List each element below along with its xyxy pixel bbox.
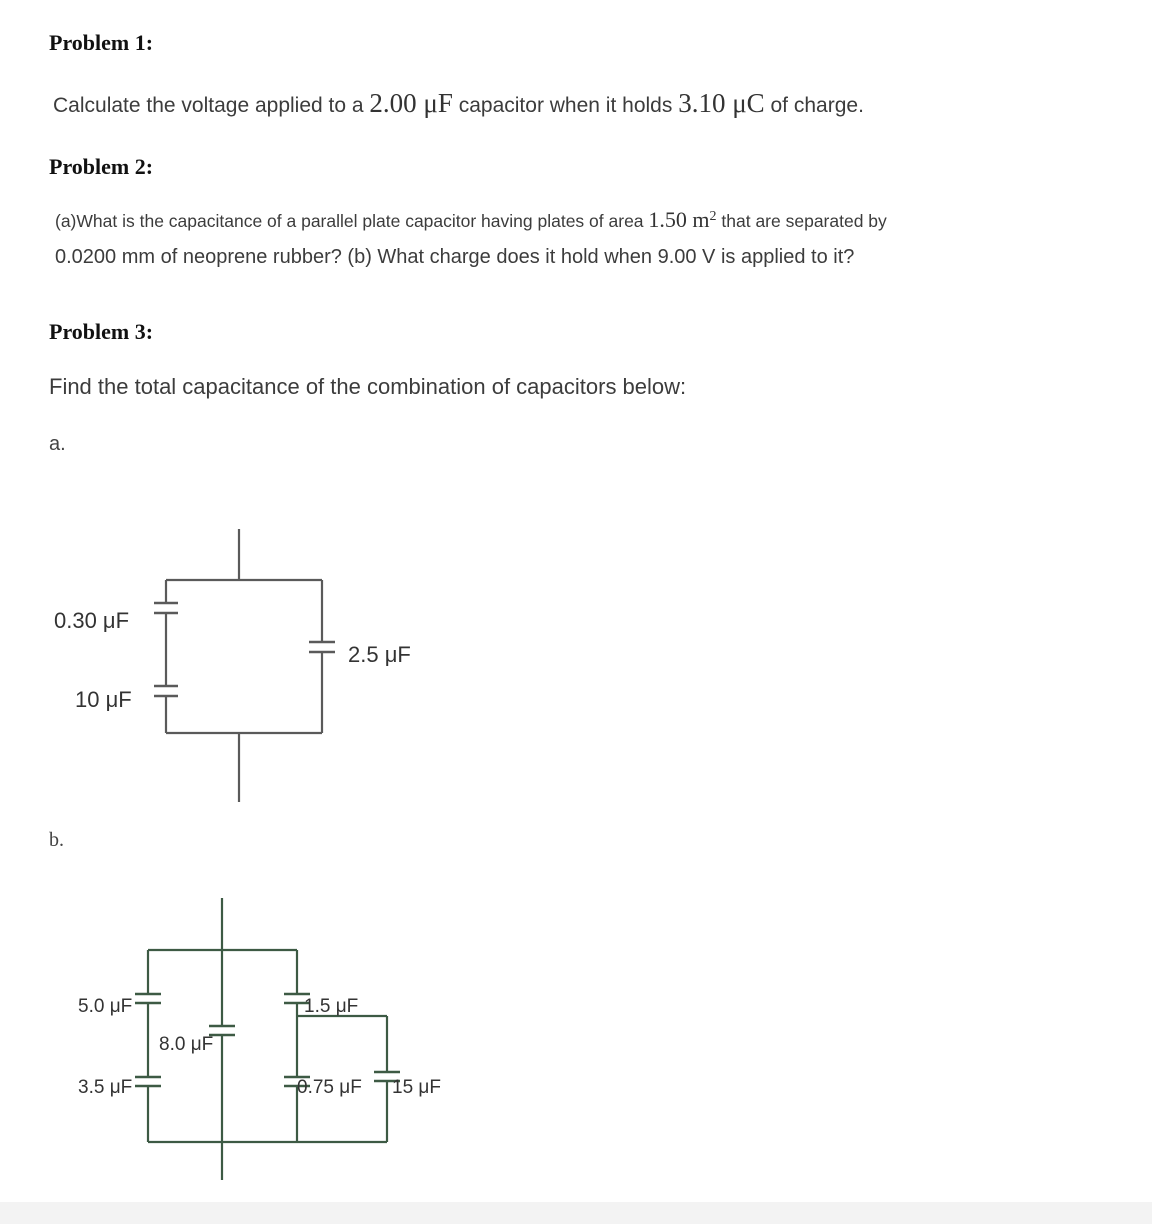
problem-1-charge-unit: μC (732, 88, 765, 118)
problem-3-intro: Find the total capacitance of the combination of capacitors below: (49, 374, 687, 399)
capacitor-label: 8.0 μF (159, 1034, 214, 1055)
circuit-a (154, 529, 335, 802)
capacitor-label: 5.0 μF (78, 996, 133, 1017)
capacitor-label: 0.30 μF (54, 608, 130, 633)
problem-2-text-part: (a)What is the capacitance of a parallel plate capacitor having plates of area (55, 211, 649, 231)
capacitor-label: 15 μF (392, 1077, 441, 1098)
problem-3-heading: Problem 3: (49, 319, 154, 344)
capacitor-label: 3.5 μF (78, 1077, 133, 1098)
part-b-label: b. (49, 829, 64, 851)
part-a-label: a. (49, 433, 66, 455)
problem-1-charge: 3.10 (678, 88, 733, 118)
problem-1-heading: Problem 1: (49, 30, 154, 55)
problem-2-area: 1.50 m (648, 207, 710, 232)
capacitor-label: 10 μF (75, 687, 132, 712)
capacitor-label: 2.5 μF (348, 642, 411, 667)
problem-2-heading: Problem 2: (49, 154, 154, 179)
problem-2-text-part: that are separated by (716, 211, 887, 231)
problem-1-text-part: of charge. (764, 94, 864, 117)
problem-1-text-part: Calculate the voltage applied to a (53, 94, 370, 117)
problem-1-text-part: capacitor when it holds (452, 94, 679, 117)
problem-2-line-2: 0.0200 mm of neoprene rubber? (b) What charge does it hold when 9.00 V is applied to it? (55, 246, 855, 268)
capacitor-label: 0.75 μF (297, 1077, 362, 1098)
problem-1-capacitance: 2.00 (369, 88, 424, 118)
bottom-strip (0, 1202, 1152, 1224)
problem-2-area-exponent: 2 (709, 209, 717, 225)
capacitor-label: 1.5 μF (304, 996, 359, 1017)
problem-1-capacitance-unit: μF (423, 88, 453, 118)
